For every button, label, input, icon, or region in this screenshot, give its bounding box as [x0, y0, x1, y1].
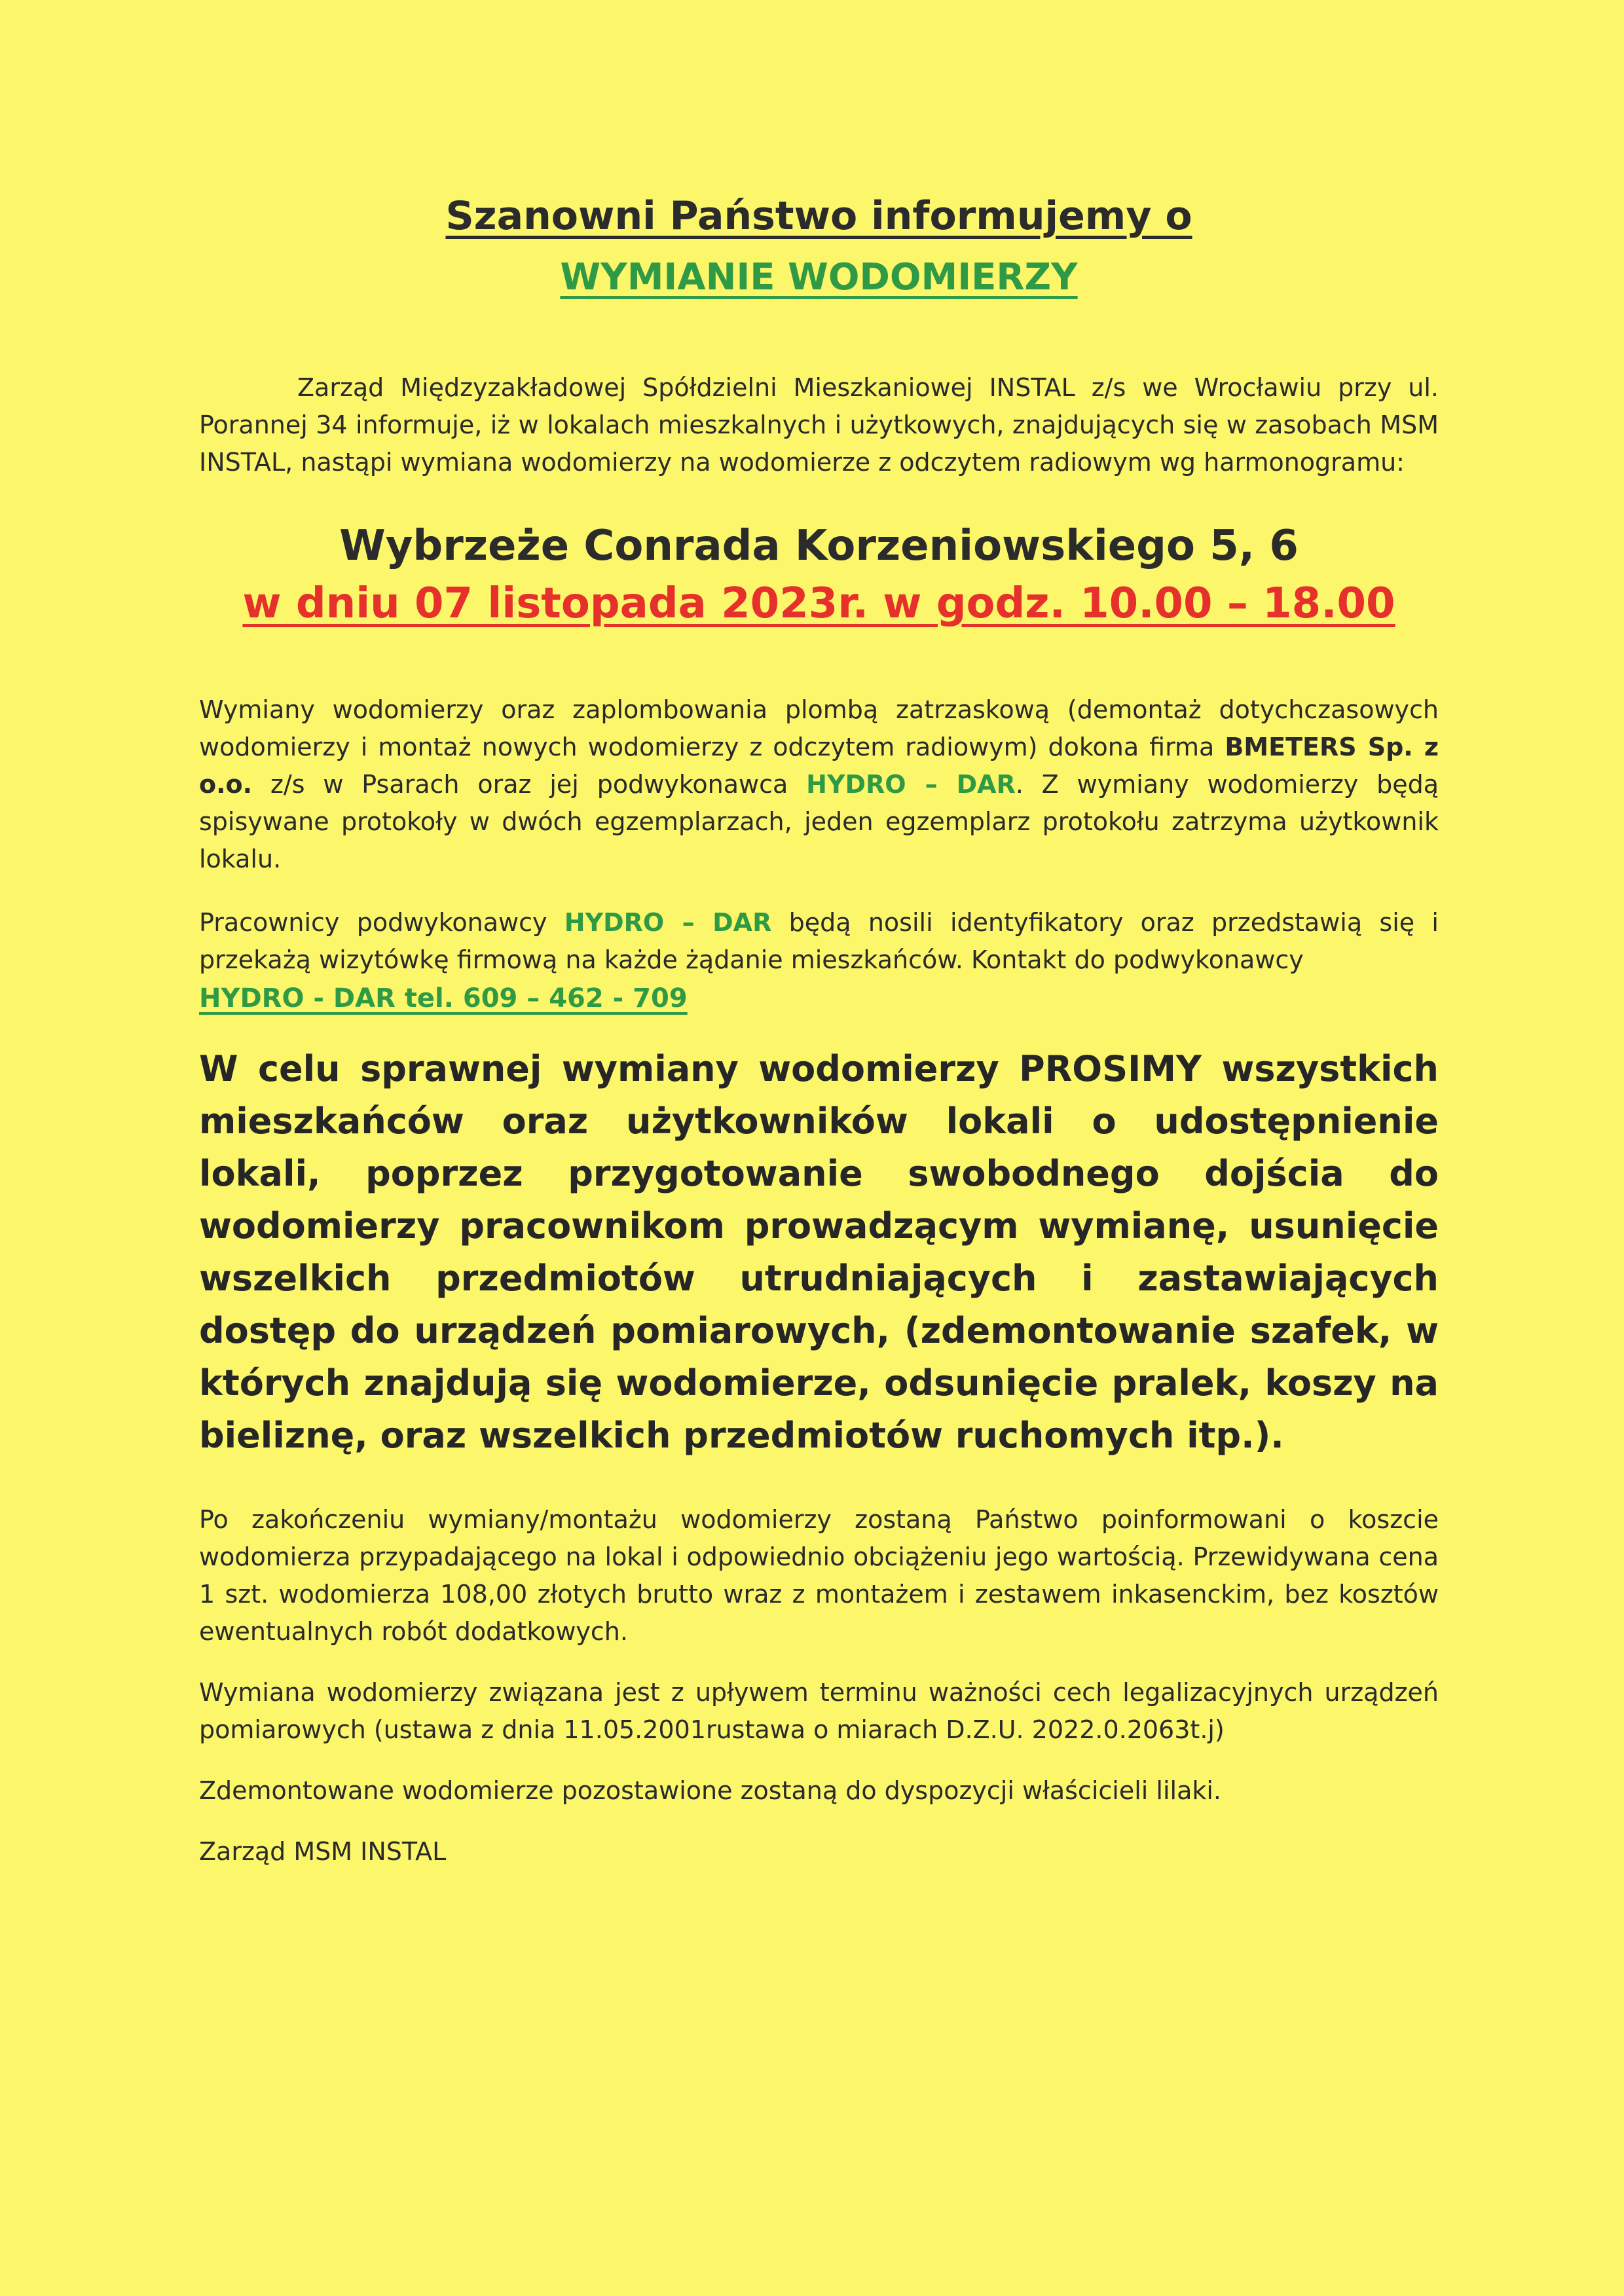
schedule-address: Wybrzeże Conrada Korzeniowskiego 5, 6 — [339, 522, 1299, 570]
workers-text-1: Pracownicy podwykonawcy — [199, 908, 564, 937]
legal-paragraph: Wymiana wodomierzy związana jest z upływem terminu ważności cech legalizacyjnych urządzeń pomiarowych (ustawa z dnia 11.05.2001rustawa o miarach D.Z.U. 2022.0.2063t.j) — [199, 1678, 1439, 1744]
appeal-paragraph: W celu sprawnej wymiany wodomierzy PROSIMY wszystkich mieszkańców oraz użytkowników lokali o udostępnienie lokali, poprzez przygotowanie swobodnego dojścia do wodomierzy pracownikom prowadzącym wymianę, usunięcie wszelkich przedmiotów utrudniających i zastawiających dostęp do urządzeń pomiarowych, (zdemontowanie szafek, w których znajdują się wodomierze, odsunięcie pralek, koszy na bieliznę, oraz wszelkich przedmiotów ruchomych itp.). — [199, 1048, 1439, 1456]
title-line-1: Szanowni Państwo informujemy o — [445, 193, 1192, 239]
company-name: BMETERS Sp. z o.o. — [199, 733, 1439, 799]
workers-subcontractor: HYDRO – DAR — [564, 908, 772, 937]
exchange-paragraph — [199, 691, 1439, 878]
contact-phone: HYDRO - DAR tel. 609 – 462 - 709 — [199, 983, 688, 1013]
schedule-date: w dniu 07 listopada 2023r. w godz. 10.00 – 18.00 — [242, 579, 1395, 628]
disposal-paragraph: Zdemontowane wodomierze pozostawione zostaną do dyspozycji właścicieli lilaki. — [199, 1776, 1222, 1805]
workers-paragraph — [199, 904, 1439, 979]
exchange-text-3: . Z wymiany wodomierzy będą spisywane protokoły w dwóch egzemplarzach, jeden egzemplarz protokołu zatrzyma użytkownik lokalu. — [199, 770, 1439, 873]
subcontractor-name: HYDRO – DAR — [806, 770, 1016, 799]
contact-line — [199, 979, 1439, 1018]
cost-paragraph: Po zakończeniu wymiany/montażu wodomierzy zostaną Państwo poinformowani o koszcie wodomierza przypadającego na lokal i odpowiednio obciążeniu jego wartością. Przewidywana cena 1 szt. wodomierza 108,00 złotych brutto wraz z montażem i zestawem inkasenckim, bez kosztów ewentualnych robót dodatkowych. — [199, 1505, 1439, 1646]
intro-paragraph: Zarząd Międzyzakładowej Spółdzielni Mieszkaniowej INSTAL z/s we Wrocławiu przy ul. Porannej 34 informuje, iż w lokalach mieszkalnych i użytkowych, znajdujących się w zasobach MSM INSTAL, nastąpi wymiana wodomierzy na wodomierze z odczytem radiowym wg harmonogramu: — [199, 373, 1439, 477]
notice-document — [199, 190, 1439, 1870]
signature: Zarząd MSM INSTAL — [199, 1837, 447, 1866]
workers-text-2: będą nosili identyfikatory oraz przedstawią się i przekażą wizytówkę firmową na każde żądanie mieszkańców. Kontakt do podwykonawcy — [199, 908, 1439, 974]
exchange-text-2: z/s w Psarach oraz jej podwykonawca — [252, 770, 807, 799]
title-line-2: WYMIANIE WODOMIERZY — [560, 256, 1078, 299]
exchange-text-1: Wymiany wodomierzy oraz zaplombowania plombą zatrzaskową (demontaż dotychczasowych wodomierzy i montaż nowych wodomierzy z odczytem radiowym) dokona firma — [199, 695, 1439, 761]
